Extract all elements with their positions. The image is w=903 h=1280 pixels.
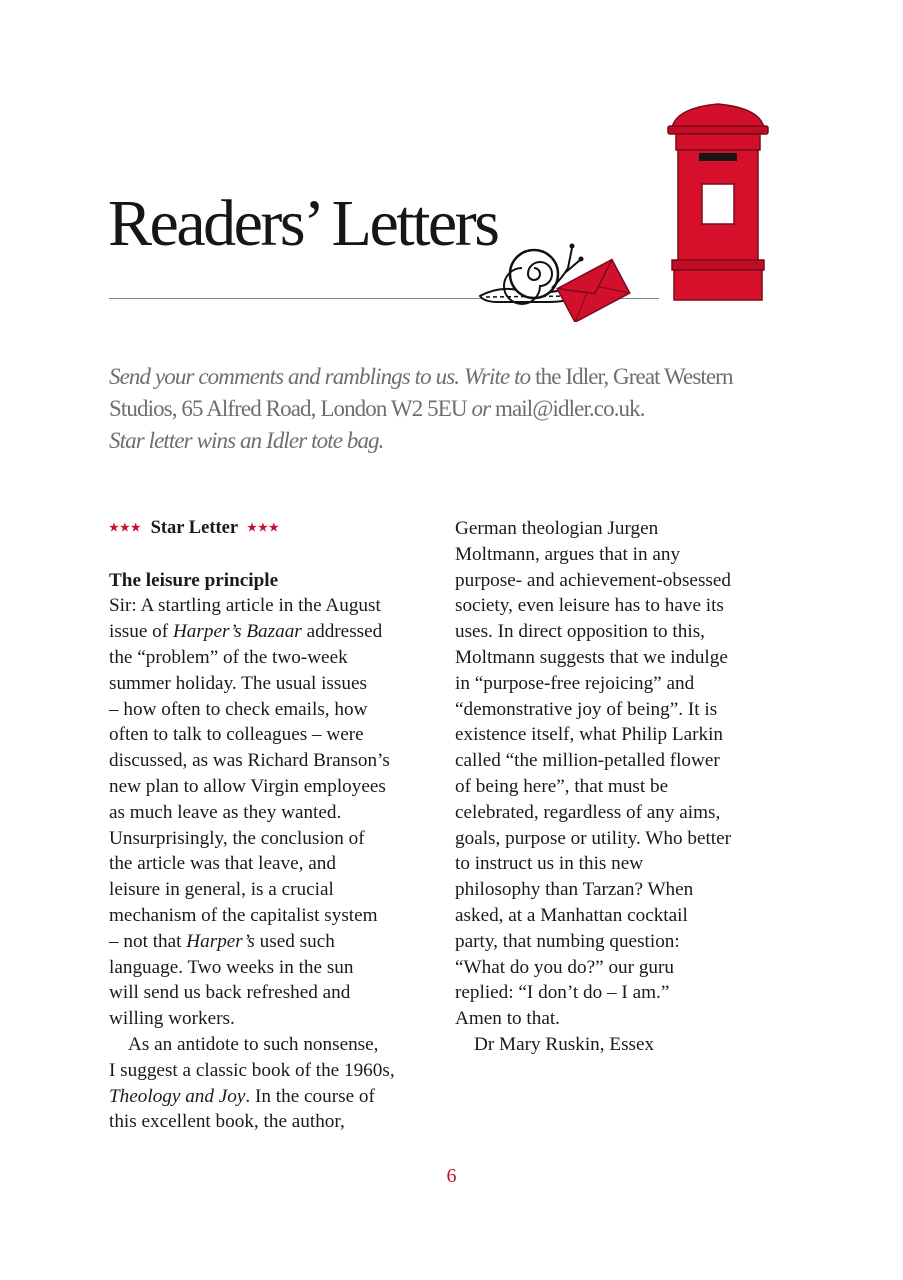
letter-line: goals, purpose or utility. Who better xyxy=(455,827,732,849)
letter-line: the article was that leave, and xyxy=(109,853,336,875)
letter-line: “demonstrative joy of being”. It is xyxy=(455,698,718,720)
postbox-icon xyxy=(666,100,770,302)
letter-line: leisure in general, is a crucial xyxy=(109,879,334,901)
letter-line: purpose- and achievement-obsessed xyxy=(455,569,731,591)
letter-column-left xyxy=(109,516,429,1135)
letter-line: Moltmann suggests that we indulge xyxy=(455,646,728,668)
letter-line: will send us back refreshed and xyxy=(109,982,351,1004)
letter-line: society, even leisure has to have its xyxy=(455,595,724,617)
letter-line: willing workers. xyxy=(109,1008,235,1030)
stars-right-icon: ★★★ xyxy=(247,522,280,534)
letter-line: often to talk to colleagues – were xyxy=(109,724,364,746)
intro-or: or xyxy=(471,396,491,421)
letter-line: discussed, as was Richard Branson’s xyxy=(109,750,390,772)
letter-line: Sir: A startling article in the August xyxy=(109,595,381,617)
letter-line: As an antidote to such nonsense, xyxy=(128,1033,379,1055)
letter-line: Theology and Joy. In the course of xyxy=(109,1085,375,1107)
magazine-title: Harper’s Bazaar xyxy=(172,621,302,643)
letter-line: German theologian Jurgen xyxy=(455,518,659,539)
magazine-title: Harper’s xyxy=(186,930,255,952)
submission-instructions xyxy=(109,361,799,457)
stars-left-icon: ★★★ xyxy=(109,522,142,534)
letter-line: asked, at a Manhattan cocktail xyxy=(455,904,688,926)
letter-column-right xyxy=(455,516,775,1058)
intro-prize-note: Star letter wins an Idler tote bag. xyxy=(109,428,384,453)
intro-address: Studios, 65 Alfred Road, London W2 5EU xyxy=(109,396,472,421)
letter-line: as much leave as they wanted. xyxy=(109,801,342,823)
letter-line: this excellent book, the author, xyxy=(109,1111,345,1133)
page-number: 6 xyxy=(446,1165,457,1187)
letter-line: the “problem” of the two-week xyxy=(109,646,348,668)
intro-italic-1: Send your comments and ramblings to us. Write to xyxy=(109,364,531,389)
letter-line: new plan to allow Virgin employees xyxy=(109,775,386,797)
letter-heading: The leisure principle xyxy=(109,569,279,591)
letter-line: Amen to that. xyxy=(455,1008,560,1030)
letter-line: called “the million-petalled flower xyxy=(455,750,720,772)
intro-email: mail@idler.co.uk. xyxy=(490,396,645,421)
letter-line: party, that numbing question: xyxy=(455,930,680,952)
letter-line: Moltmann, argues that in any xyxy=(455,543,681,565)
star-letter-label xyxy=(109,516,429,542)
book-title: Theology and Joy xyxy=(109,1085,246,1107)
envelope-icon xyxy=(546,258,640,322)
letter-line: Unsurprisingly, the conclusion of xyxy=(109,827,365,849)
letter-line: in “purpose-free rejoicing” and xyxy=(455,672,695,694)
letter-line: – not that Harper’s used such xyxy=(109,930,335,952)
letter-line: uses. In direct opposition to this, xyxy=(455,621,705,643)
letter-line: replied: “I don’t do – I am.” xyxy=(455,982,670,1004)
letter-line: philosophy than Tarzan? When xyxy=(455,879,694,901)
letter-line: mechanism of the capitalist system xyxy=(109,904,378,926)
letter-line: “What do you do?” our guru xyxy=(455,956,674,978)
letter-line: summer holiday. The usual issues xyxy=(109,672,367,694)
letter-signature: Dr Mary Ruskin, Essex xyxy=(474,1033,655,1055)
spacer xyxy=(109,542,429,568)
letter-line: existence itself, what Philip Larkin xyxy=(455,724,724,746)
letter-line: celebrated, regardless of any aims, xyxy=(455,801,721,823)
letter-line: I suggest a classic book of the 1960s, xyxy=(109,1059,395,1081)
letter-line: of being here”, that must be xyxy=(455,775,669,797)
intro-regular-1: the Idler, Great Western xyxy=(530,364,733,389)
letter-line: issue of Harper’s Bazaar addressed xyxy=(109,621,383,643)
letter-line: – how often to check emails, how xyxy=(109,698,368,720)
letter-line: language. Two weeks in the sun xyxy=(109,956,354,978)
page-title: Readers’ Letters xyxy=(108,187,498,260)
letter-line: to instruct us in this new xyxy=(455,853,644,875)
star-letter-text: Star Letter xyxy=(150,518,239,538)
